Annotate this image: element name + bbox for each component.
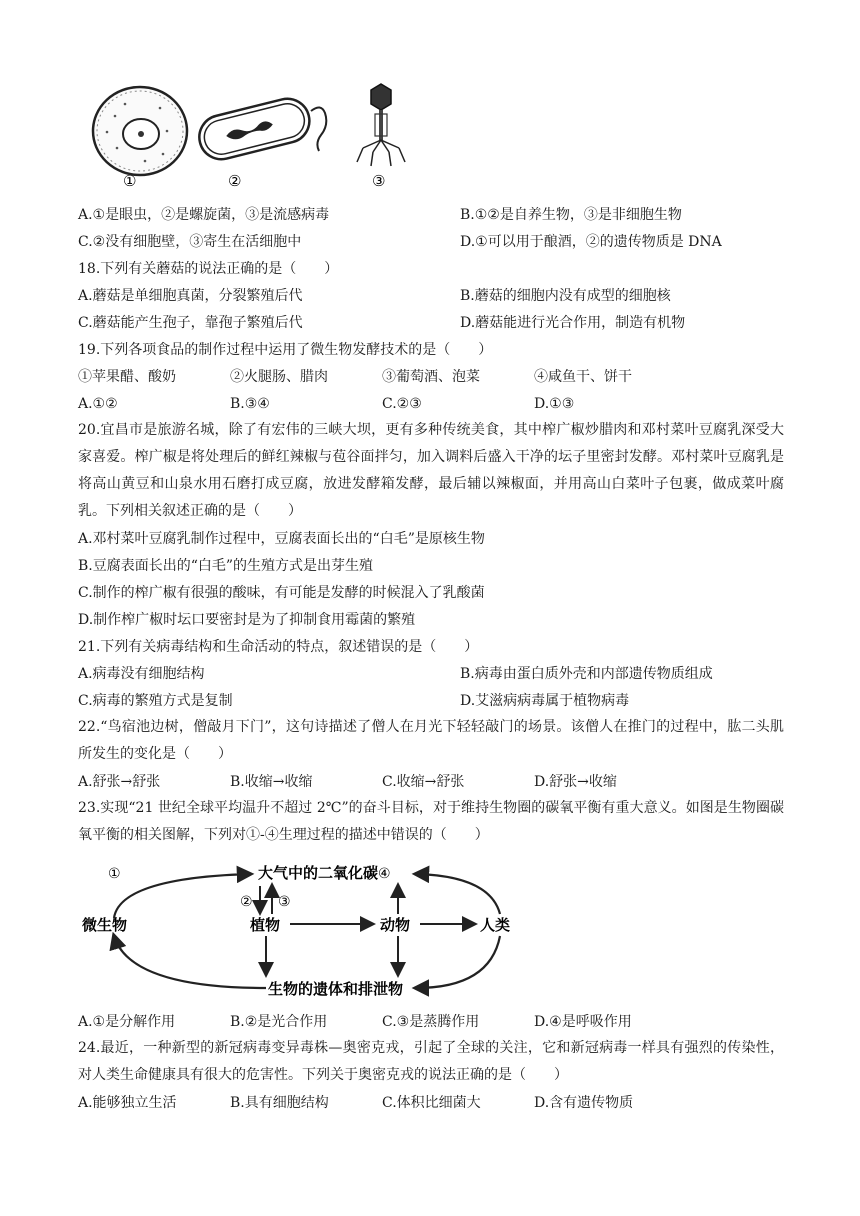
q24-stem: 24.最近，一种新型的新冠病毒变异毒株—奥密克戎，引起了全球的关注，它和新冠病毒一样具有强烈的传染性，对人类生命健康具有很大的危害性。下列关于奥密克戎的说法正确的是（ ）	[78, 1040, 784, 1083]
q17-option-b: B.①②是自养生物，③是非细胞生物	[460, 207, 682, 223]
q24-option-b: B.具有细胞结构	[230, 1095, 329, 1111]
q22-stem: 22.“鸟宿池边树，僧敲月下门”，这句诗描述了僧人在月光下轻轻敲门的场景。该僧人在推门的过程中，肱二头肌所发生的变化是（ ）	[78, 719, 784, 762]
q18-option-b: B.蘑菇的细胞内没有成型的细胞核	[460, 288, 671, 304]
q21-option-d: D.艾滋病病毒属于植物病毒	[460, 693, 630, 709]
bacteriophage-drawing	[357, 84, 405, 166]
q24-option-d: D.含有遗传物质	[534, 1095, 634, 1111]
q18-options-row1	[78, 286, 671, 306]
q23-stem: 23.实现“21 世纪全球平均温升不超过 2℃”的奋斗目标，对于维持生物圈的碳氧平衡有重大意义。如图是生物圈碳氧平衡的相关图解，下列对①-④生理过程的描述中错误的（ ）	[78, 800, 784, 843]
q20-option-b: B.豆腐表面长出的“白毛”的生殖方式是出芽生殖	[78, 558, 374, 574]
q19-option-b: B.③④	[230, 396, 270, 412]
q21-option-b: B.病毒由蛋白质外壳和内部遗传物质组成	[460, 666, 713, 682]
q18-option-a: A.蘑菇是单细胞真菌，分裂繁殖后代	[78, 288, 303, 304]
carbon-oxygen-diagram	[80, 856, 540, 1004]
q21-option-c: C.病毒的繁殖方式是复制	[78, 693, 233, 709]
q21-stem: 21.下列有关病毒结构和生命活动的特点，叙述错误的是（ ）	[78, 639, 479, 655]
q22-option-d: D.舒张→收缩	[534, 774, 617, 790]
organisms-figure	[85, 76, 425, 194]
q23-options-row	[78, 1012, 632, 1032]
q21-options-row1	[78, 664, 713, 684]
q19-stem: 19.下列各项食品的制作过程中运用了微生物发酵技术的是（ ）	[78, 342, 493, 358]
q20-stem: 20.宜昌市是旅游名城，除了有宏伟的三峡大坝，更有多种传统美食，其中榨广椒炒腊肉和邓村菜叶豆腐乳深受大家喜爱。榨广椒是将处理后的鲜红辣椒与苞谷面拌匀，加入调料后盛入干净的坛子里密封发酵。邓村菜叶豆腐乳是将高山黄豆和山泉水用石磨打成豆腐，放进发酵箱发酵，最后辅以辣椒面，并用高山白菜叶子包裹，做成菜叶腐乳。下列相关叙述正确的是（ ）	[78, 422, 784, 519]
q18-option-d: D.蘑菇能进行光合作用，制造有机物	[460, 315, 686, 331]
q19-option-d: D.①③	[534, 396, 575, 412]
q22-options-row	[78, 772, 617, 792]
q23-option-a: A.①是分解作用	[78, 1014, 176, 1030]
q24-option-c: C.体积比细菌大	[382, 1095, 481, 1111]
q17-option-c: C.②没有细胞壁，③寄生在活细胞中	[78, 234, 302, 250]
q18-option-c: C.蘑菇能产生孢子，靠孢子繁殖后代	[78, 315, 303, 331]
diagram-remains-label: 生物的遗体和排泄物	[268, 980, 404, 998]
diagram-num-3: ③	[278, 894, 291, 910]
q23-option-c: C.③是蒸腾作用	[382, 1014, 480, 1030]
q20-option-d: D.制作榨广椒时坛口要密封是为了抑制食用霉菌的繁殖	[78, 612, 416, 628]
q22-option-c: C.收缩→舒张	[382, 774, 465, 790]
q22-option-b: B.收缩→收缩	[230, 774, 313, 790]
q17-option-a: A.①是眼虫，②是螺旋菌，③是流感病毒	[78, 207, 330, 223]
q22-option-a: A.舒张→舒张	[78, 774, 161, 790]
diagram-co2-label: 大气中的二氧化碳	[258, 864, 379, 882]
q20-option-a: A.邓村菜叶豆腐乳制作过程中，豆腐表面长出的“白毛”是原核生物	[78, 531, 485, 547]
diagram-human-label: 人类	[480, 916, 511, 934]
q19-items-row	[78, 367, 632, 387]
q19-item-2: ②火腿肠、腊肉	[230, 369, 328, 385]
diagram-num-4: ④	[378, 866, 391, 882]
cell-one-drawing	[93, 87, 187, 175]
figure-label-1: ①	[123, 172, 137, 190]
q19-option-c: C.②③	[382, 396, 422, 412]
q24-option-a: A.能够独立生活	[78, 1095, 177, 1111]
q17-options-row1	[78, 205, 682, 225]
diagram-num-1: ①	[108, 866, 121, 882]
q23-option-d: D.④是呼吸作用	[534, 1014, 632, 1030]
q23-option-b: B.②是光合作用	[230, 1014, 328, 1030]
q19-item-4: ④咸鱼干、饼干	[534, 369, 632, 385]
figure-label-2: ②	[228, 172, 242, 190]
q24-options-row	[78, 1093, 634, 1113]
q21-option-a: A.病毒没有细胞结构	[78, 666, 205, 682]
q19-option-a: A.①②	[78, 396, 118, 412]
q19-item-1: ①苹果醋、酸奶	[78, 369, 176, 385]
diagram-animal-label: 动物	[380, 916, 411, 934]
q19-item-3: ③葡萄酒、泡菜	[382, 369, 480, 385]
diagram-num-2: ②	[240, 894, 253, 910]
diagram-micro-label: 微生物	[82, 916, 128, 934]
q20-option-c: C.制作的榨广椒有很强的酸味，有可能是发酵的时候混入了乳酸菌	[78, 585, 485, 601]
diagram-plant-label: 植物	[250, 916, 281, 934]
q18-stem: 18.下列有关蘑菇的说法正确的是（ ）	[78, 261, 339, 277]
q18-options-row2	[78, 313, 686, 333]
bacterium-drawing	[195, 94, 327, 164]
figure-label-3: ③	[372, 172, 386, 190]
q17-options-row2	[78, 232, 722, 252]
q17-option-d: D.①可以用于酿酒，②的遗传物质是 DNA	[460, 234, 722, 250]
q21-options-row2	[78, 691, 630, 711]
q19-options-row	[78, 394, 575, 414]
